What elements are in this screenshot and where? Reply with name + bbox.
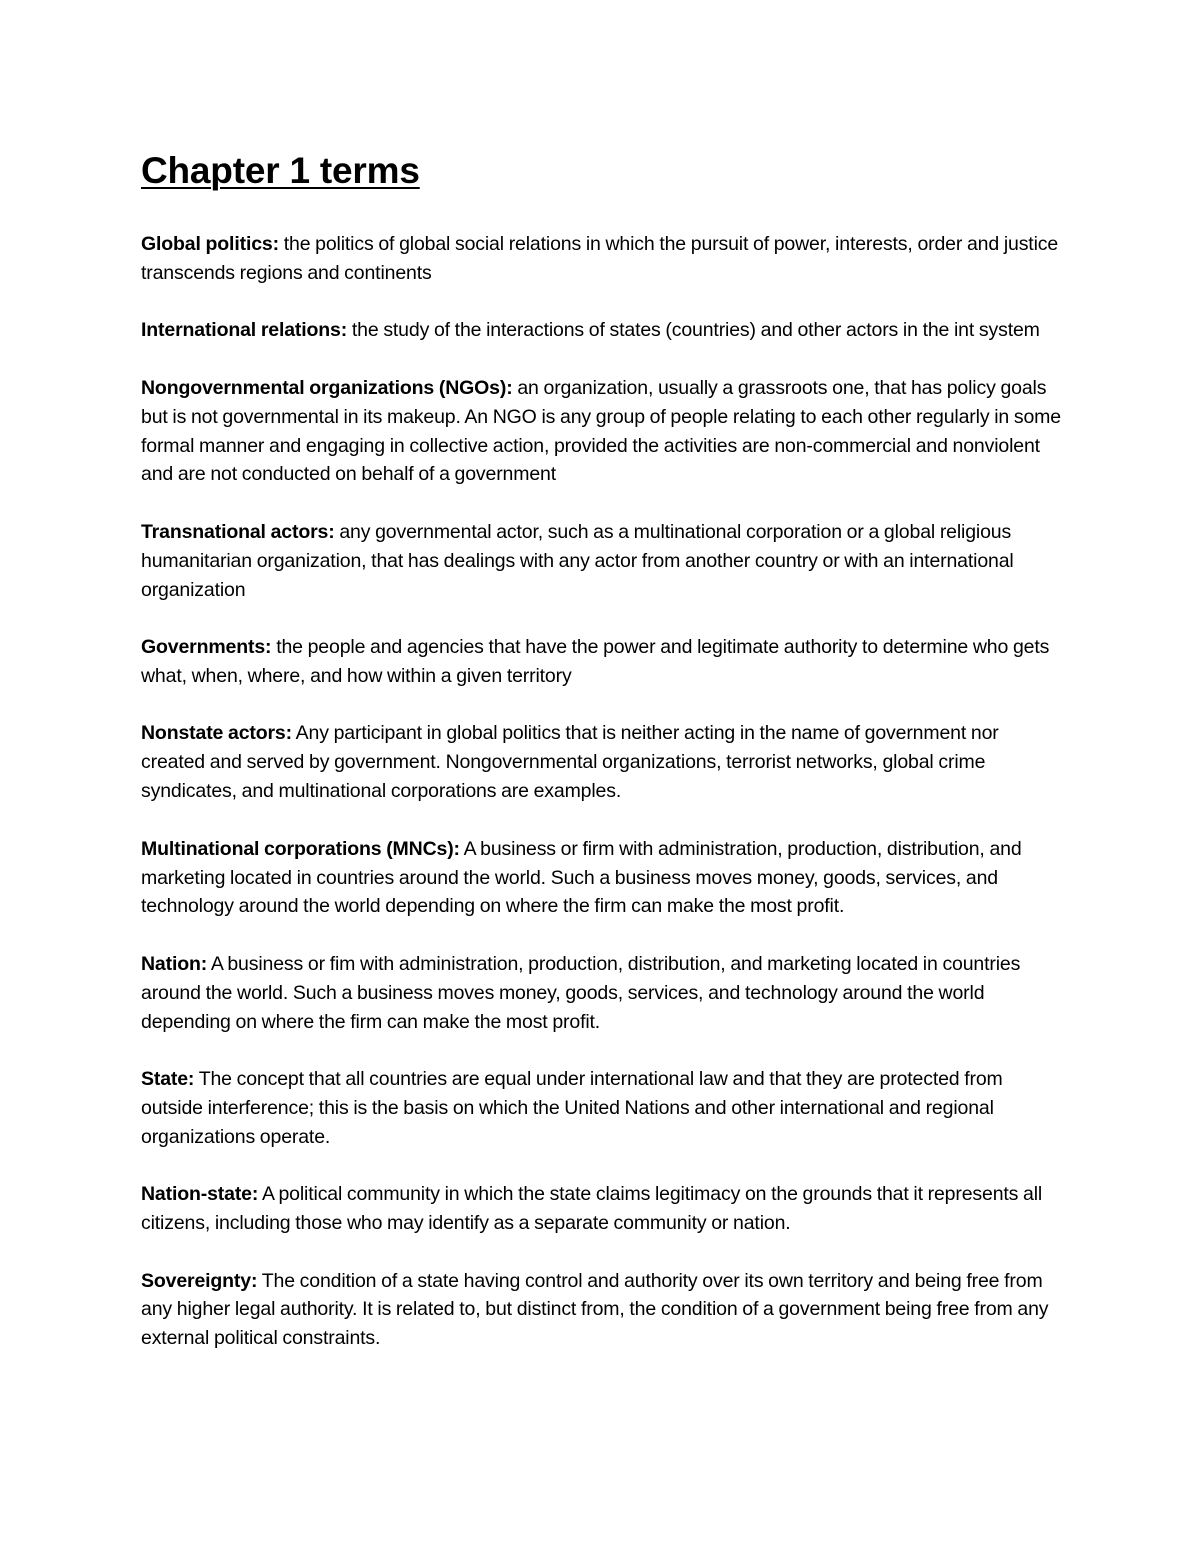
term-name: International relations: xyxy=(141,319,348,342)
term-name: Nongovernmental organizations (NGOs): xyxy=(141,376,513,399)
term-name: Sovereignty: xyxy=(141,1269,258,1292)
term-name: Nonstate actors: xyxy=(141,722,292,745)
term-name: Nation-state: xyxy=(141,1183,259,1206)
term-entry-mncs xyxy=(141,835,1061,922)
term-entry-ngos xyxy=(141,374,1061,490)
document-page xyxy=(141,148,1061,1382)
page-title: Chapter 1 terms xyxy=(141,150,420,191)
term-definition: the politics of global social relations in which the pursuit of power, interests, order and justice transcends regions and continents xyxy=(141,233,1059,284)
term-name: Nation: xyxy=(141,952,208,975)
term-entry-state xyxy=(141,1065,1061,1152)
term-entry-nation-state xyxy=(141,1180,1061,1238)
term-list xyxy=(141,230,1061,1353)
term-definition: The concept that all countries are equal under international law and that they are protected from outside interference; this is the basis on which the United Nations and other international and regional organizations operate. xyxy=(141,1068,1003,1148)
term-definition: Any participant in global politics that is neither acting in the name of government nor created and served by government. Nongovernmental organizations, terrorist networks, global crime syndicates, and multinational corporations are examples. xyxy=(141,722,999,803)
term-definition: A political community in which the state claims legitimacy on the grounds that it represents all citizens, including those who may identify as a separate community or nation. xyxy=(141,1183,1043,1235)
term-definition: any governmental actor, such as a multinational corporation or a global religious humanitarian organization, that has dealings with any actor from another country or with an international organization xyxy=(141,520,1014,601)
term-name: Governments: xyxy=(141,636,272,659)
term-name: Transnational actors: xyxy=(141,520,335,543)
term-definition: the people and agencies that have the power and legitimate authority to determine who gets what, when, where, and how within a given territory xyxy=(141,636,1050,687)
term-definition: The condition of a state having control and authority over its own territory and being free from any higher legal authority. It is related to, but distinct from, the condition of a government being free from any external political constraints. xyxy=(141,1269,1049,1350)
term-name: State: xyxy=(141,1068,195,1091)
term-entry-sovereignty xyxy=(141,1267,1061,1354)
term-entry-transnational-actors xyxy=(141,518,1061,605)
term-definition: the study of the interactions of states (countries) and other actors in the int system xyxy=(351,319,1040,342)
term-definition: A business or fim with administration, production, distribution, and marketing located in countries around the world. Such a business moves money, goods, services, and technology around the world depending on where the firm can make the most profit. xyxy=(141,952,1021,1033)
term-entry-nation xyxy=(141,950,1061,1037)
term-entry-global-politics xyxy=(141,230,1061,288)
term-entry-nonstate-actors xyxy=(141,719,1061,806)
term-name: Multinational corporations (MNCs): xyxy=(141,837,460,860)
term-name: Global politics: xyxy=(141,233,279,255)
term-definition: A business or firm with administration, production, distribution, and marketing located in countries around the world. Such a business moves money, goods, services, and technology around the world depending on where the firm can make the most profit. xyxy=(141,837,1022,918)
term-entry-governments xyxy=(141,633,1061,691)
term-definition: an organization, usually a grassroots one, that has policy goals but is not governmental in its makeup. An NGO is any group of people relating to each other regularly in some formal manner and engaging in collective action, provided the activities are non-commercial and nonviolent and are not conducted on behalf of a government xyxy=(141,376,1061,486)
term-entry-international-relations xyxy=(141,316,1061,345)
